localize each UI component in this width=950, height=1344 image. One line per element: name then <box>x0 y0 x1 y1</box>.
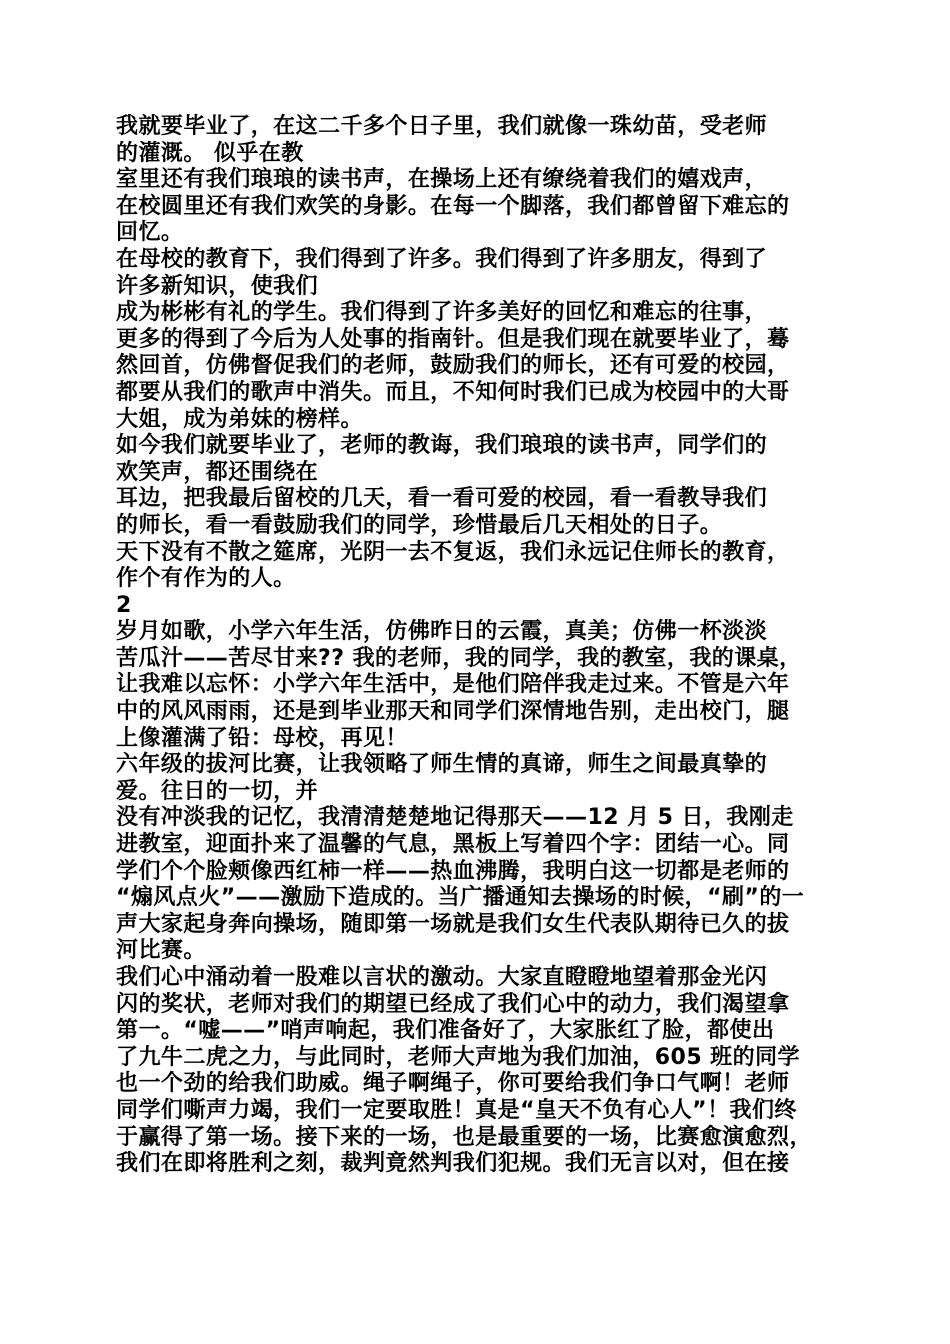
text-line: 学们个个脸颊像西红柿一样——热血沸腾，我明白这一切都是老师的 <box>116 858 790 884</box>
text-line: 闪的奖状，老师对我们的期望已经成了我们心中的动力，我们渴望拿 <box>116 991 790 1017</box>
text-line: 第一。“嘘——”哨声响起，我们准备好了，大家胀红了脸，都使出 <box>116 1018 775 1044</box>
text-line: 苦瓜汁——苦尽甘来?? 我的老师，我的同学，我的教室，我的课桌， <box>116 645 802 671</box>
text-line: 大姐，成为弟妹的榜样。 <box>116 406 363 432</box>
text-line: 进教室，迎面扑来了温馨的气息，黑板上写着四个字：团结一心。同 <box>116 832 790 858</box>
text-line: 的师长，看一看鼓励我们的同学，珍惜最后几天相处的日子。 <box>116 512 723 538</box>
text-line: 爱。往日的一切，并 <box>116 778 319 804</box>
text-line: 也一个劲的给我们助威。绳子啊绳子，你可要给我们争口气啊！老师 <box>116 1071 790 1097</box>
text-line: 上像灌满了铅：母校，再见！ <box>116 725 408 751</box>
text-line: 没有冲淡我的记忆，我清清楚楚地记得那天——12 月 5 日，我刚走 <box>116 805 794 831</box>
text-line: 声大家起身奔向操场，随即第一场就是我们女生代表队期待已久的拔 <box>116 911 790 937</box>
text-line: 中的风风雨雨，还是到毕业那天和同学们深情地告别，走出校门，腿 <box>116 699 790 725</box>
text-line: 在母校的教育下，我们得到了许多。我们得到了许多朋友，得到了 <box>116 246 768 272</box>
text-line: 然回首，仿佛督促我们的老师，鼓励我们的师长，还有可爱的校园， <box>116 353 790 379</box>
text-line: 了九牛二虎之力，与此同时，老师大声地为我们加油，605 班的同学 <box>116 1044 800 1070</box>
text-line: “煽风点火”——激励下造成的。当广播通知去操场的时候，“刷”的一 <box>116 885 805 911</box>
text-line: 许多新知识，使我们 <box>116 273 319 299</box>
text-line: 欢笑声，都还围绕在 <box>116 459 319 485</box>
text-line: 回忆。 <box>116 220 184 246</box>
text-line: 如今我们就要毕业了，老师的教诲，我们琅琅的读书声，同学们的 <box>116 433 768 459</box>
text-line: 让我难以忘怀：小学六年生活中，是他们陪伴我走过来。不管是六年 <box>116 672 790 698</box>
text-line: 天下没有不散之筵席，光阴一去不复返，我们永远记住师长的教育， <box>116 539 790 565</box>
text-line: 我就要毕业了，在这二千多个日子里，我们就像一珠幼苗，受老师 <box>116 114 768 139</box>
text-line: 在校圆里还有我们欢笑的身影。在每一个脚落，我们都曾留下难忘的 <box>116 193 790 219</box>
text-line: 更多的得到了今后为人处事的指南针。但是我们现在就要毕业了，蓦 <box>116 326 790 352</box>
text-line: 都要从我们的歌声中消失。而且，不知何时我们已成为校园中的大哥 <box>116 379 790 405</box>
text-line: 成为彬彬有礼的学生。我们得到了许多美好的回忆和难忘的往事， <box>116 300 768 326</box>
text-line: 耳边，把我最后留校的几天，看一看可爱的校园，看一看教导我们 <box>116 486 768 512</box>
essay-body <box>116 114 846 1178</box>
text-line: 同学们嘶声力竭，我们一定要取胜！真是“皇天不负有心人”！我们终 <box>116 1097 797 1123</box>
text-line: 我们心中涌动着一股难以言状的激动。大家直瞪瞪地望着那金光闪 <box>116 965 768 990</box>
section-number: 2 <box>116 592 132 618</box>
text-line: 我们在即将胜利之刻，裁判竟然判我们犯规。我们无言以对，但在接 <box>116 1151 790 1177</box>
text-line: 的灌溉。 似乎在教 <box>116 140 304 166</box>
text-line: 作个有作为的人。 <box>116 566 296 592</box>
text-line: 河比赛。 <box>116 938 206 964</box>
text-line: 室里还有我们琅琅的读书声，在操场上还有缭绕着我们的嬉戏声， <box>116 167 768 193</box>
text-line: 岁月如歌，小学六年生活，仿佛昨日的云霞，真美；仿佛一杯淡淡 <box>116 619 768 645</box>
text-line: 于赢得了第一场。接下来的一场，也是最重要的一场，比赛愈演愈烈， <box>116 1124 812 1150</box>
text-line: 六年级的拔河比赛，让我领略了师生情的真谛，师生之间最真挚的 <box>116 752 768 778</box>
